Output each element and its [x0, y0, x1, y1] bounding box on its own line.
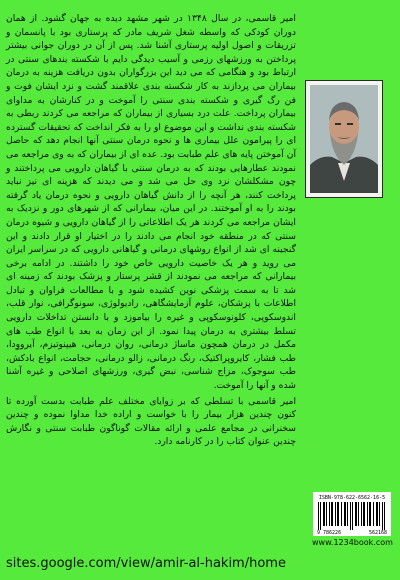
barcode-digits-left: 9 786226 [317, 530, 342, 536]
barcode-digits-right: 562168 [368, 530, 387, 536]
publisher-url[interactable]: www.1234book.com [312, 538, 393, 547]
isbn-number: ISBN-978-622-6562-16-5 [318, 495, 386, 501]
author-photo [305, 80, 383, 198]
author-website[interactable]: sites.google.com/view/amir-al-hakim/home [6, 556, 286, 571]
barcode-digits [317, 530, 387, 536]
author-biography [6, 12, 296, 451]
isbn-barcode [313, 492, 391, 536]
bio-paragraph-2: امیر قاسمی با تسلطی که بر زوایای مختلف علم طبابت بدست آورده تا کنون چندین هزار بیمار را با خواست و اراده خدا مداوا نموده و چندین سخنرانی در مجامع علمی و ارائه مقالات گوناگون طبابت سنتی و نگارش چندین عنوان کتاب را در کارنامه دارد. [6, 395, 296, 448]
author-portrait-image [310, 85, 378, 193]
bio-paragraph-1: امیر قاسمی، در سال ۱۳۴۸ در شهر مشهد دیده به جهان گشود. از همان دوران کودکی که واسطه شغل شریف مادر که پرستاری بود با پانسمان و تزریقات و اصول اولیه پرستاری آشنا شد. پس از آن در دوران جوانی بیشتر پرداختن به ورزشهای رزمی و آسیب دیدگی دایم با شکسته بندهای سنتی در ارتباط بود و هنگامی که می دید این بزرگواران بدون دریافت هزینه به درمان بیماران می پردازند به کار شکسته بندی علاقمند گشت و نزد ایشان فوت و فن رگ گیری و شکسته بندی سنتی را آموخت و در کنارشان به مداوای بیماران پرداخت. علت درد بسیاری از بیماران که مراجعه می کردند ربطی به شکسته بندی نداشت و این موضوع او را به فکر انداخت که تحقیقات گسترده ای را پیرامون علل بیماری ها و نحوه درمان سنتی آنها انجام دهد که حاصل آن آموختن پایه های علم طبابت بود. عده ای از بیماران که به وی مراجعه می نمودند عطارهایی بودند که به درمان سنتی با گیاهان دارویی می پرداختند و چون مشکلشان نزد وی حل می شد و می دیدند که هزینه ای نیز نباید پرداخت کنند، هر آنچه را از دانش گیاهان دارویی و نحوه درمان یاد گرفته بودند را به او آموختند. در این میان، بیمارانی که از شهرهای دور و نزدیک به ایشان مراجعه می کردند هر یک اطلاعاتی را از گیاهان دارویی و شیوه درمان سنتی که در منطقه خود انجام می دادند را در اختیار او قرار دادند و این گنجینه ای شد از انواع روشهای درمانی و گیاهانی دارویی که در سراسر ایران می روید و هر یک خاصیت دارویی خاص خود را داشتند. در ادامه برخی بیمارانی که مراجعه می نمودند از قشر پرستار و پزشک بودند که زمینه ای شد تا به سمت پزشکی نوین کشیده شود و با مطالعات فراوان و تبادل اطلاعات با پزشکان، علوم آزمایشگاهی، رادیولوژی، سونوگرافی، نوار قلب، اندوسکوپی، کلونوسکوپی و غیره را بیاموزد و با دانستن تداخلات دارویی تسلط بیشتری به درمان پیدا نمود. از این زمان به بعد با انواع طب های مکمل در درمان همچون ماساژ درمانی، روان درمانی، هیپنوتیزم، آیرووِدا، طب فشار، کایروپراکتیک، رنگ درمانی، زالو درمانی، حجامت، انواع بادکش، طب سوجوک، مزاج شناسی، نبض گیری، ورزشهای اصلاحی و غیره آشنا شده و آنها را آموخت. [6, 13, 296, 392]
barcode-bars [317, 502, 387, 530]
